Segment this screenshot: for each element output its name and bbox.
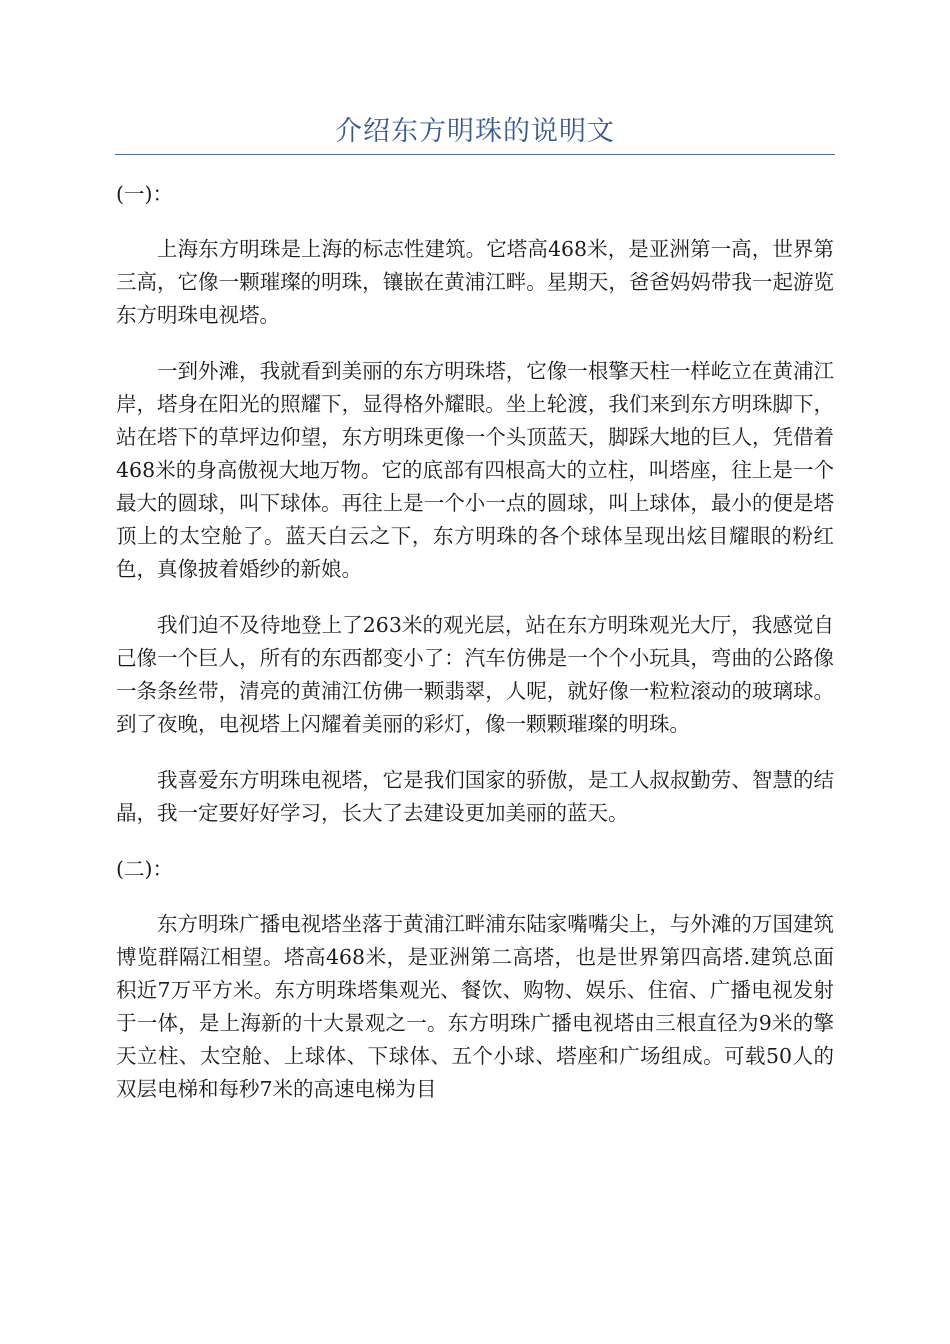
- section-one: [116, 178, 834, 830]
- paragraph: 上海东方明珠是上海的标志性建筑。它塔高468米，是亚洲第一高，世界第三高，它像一颗璀璨的明珠，镶嵌在黄浦江畔。星期天，爸爸妈妈带我一起游览东方明珠电视塔。: [116, 237, 834, 327]
- paragraph: 我喜爱东方明珠电视塔，它是我们国家的骄傲，是工人叔叔勤劳、智慧的结晶，我一定要好好学习，长大了去建设更加美丽的蓝天。: [116, 768, 834, 825]
- paragraph: 一到外滩，我就看到美丽的东方明珠塔，它像一根擎天柱一样屹立在黄浦江岸，塔身在阳光的照耀下，显得格外耀眼。坐上轮渡，我们来到东方明珠脚下，站在塔下的草坪边仰望，东方明珠更像一个头顶蓝天，脚踩大地的巨人，凭借着468米的身高傲视大地万物。它的底部有四根高大的立柱，叫塔座，往上是一个最大的圆球，叫下球体。再往上是一个小一点的圆球，叫上球体，最小的便是塔顶上的太空舱了。蓝天白云之下，东方明珠的各个球体呈现出炫目耀眼的粉红色，真像披着婚纱的新娘。: [116, 359, 834, 581]
- section-label: (二)：: [116, 857, 173, 881]
- section-two: [116, 853, 834, 1106]
- document-title: 介绍东方明珠的说明文: [335, 116, 615, 147]
- paragraph: 我们迫不及待地登上了263米的观光层，站在东方明珠观光大厅，我感觉自己像一个巨人，所有的东西都变小了：汽车仿佛是一个个小玩具，弯曲的公路像一条条丝带，清亮的黄浦江仿佛一颗翡翠，人呢，就好像一粒粒滚动的玻璃球。到了夜晚，电视塔上闪耀着美丽的彩灯，像一颗颗璀璨的明珠。: [116, 613, 834, 736]
- document-body: [116, 178, 834, 1129]
- paragraph: 东方明珠广播电视塔坐落于黄浦江畔浦东陆家嘴嘴尖上，与外滩的万国建筑博览群隔江相望。塔高468米，是亚洲第二高塔，也是世界第四高塔.建筑总面积近7万平方米。东方明珠塔集观光、餐饮、购物、娱乐、住宿、广播电视发射于一体，是上海新的十大景观之一。东方明珠广播电视塔由三根直径为9米的擎天立柱、太空舱、上球体、下球体、五个小球、塔座和广场组成。可载50人的双层电梯和每秒7米的高速电梯为目: [116, 912, 834, 1101]
- title-underline: [115, 154, 835, 155]
- section-label: (一)：: [116, 182, 173, 206]
